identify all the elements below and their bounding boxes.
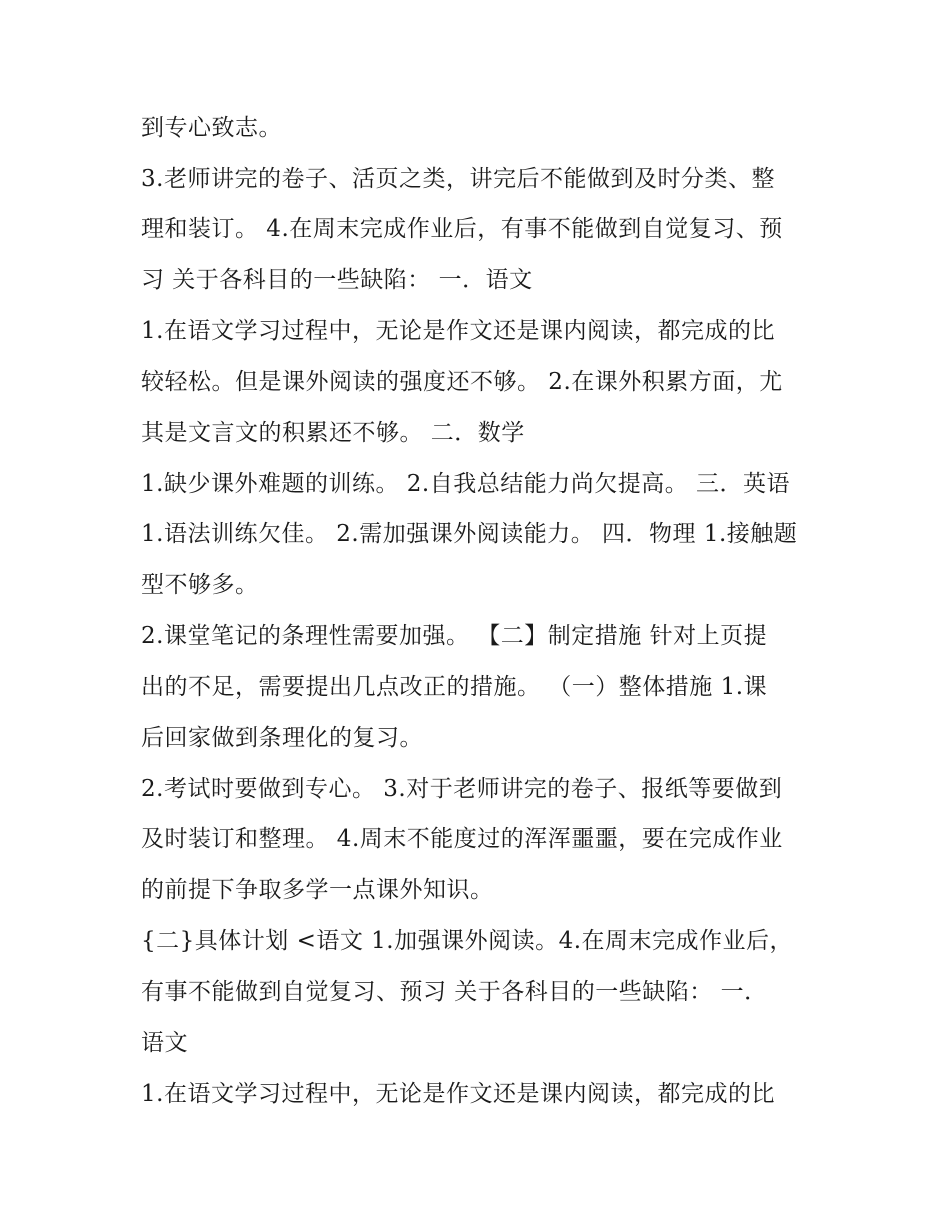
- text-line: 1.在语文学习过程中，无论是作文还是课内阅读，都完成的比: [141, 318, 775, 344]
- text-line: 2.课堂笔记的条理性需要加强。 【二】制定措施 针对上页提: [141, 623, 768, 649]
- text-line: 及时装订和整理。 4.周末不能度过的浑浑噩噩，要在完成作业: [141, 826, 783, 852]
- text-line: 到专心致志。: [141, 115, 282, 141]
- text-line: 较轻松。但是课外阅读的强度还不够。 2.在课外积累方面，尤: [141, 369, 783, 395]
- text-line: 出的不足，需要提出几点改正的措施。 （一）整体措施 1.课: [141, 674, 768, 700]
- text-line: 习 关于各科目的一些缺陷： 一．语文: [141, 267, 533, 293]
- text-line: 后回家做到条理化的复习。: [141, 725, 423, 751]
- text-line: 1.在语文学习过程中，无论是作文还是课内阅读，都完成的比: [141, 1081, 775, 1107]
- text-line: 1.语法训练欠佳。 2.需加强课外阅读能力。 四．物理 1.接触题: [141, 521, 798, 547]
- text-line: 1.缺少课外难题的训练。 2.自我总结能力尚欠提高。 三．英语: [141, 471, 791, 497]
- text-line: 其是文言文的积累还不够。 二．数学: [141, 420, 525, 446]
- text-line: 3.老师讲完的卷子、活页之类，讲完后不能做到及时分类、整: [141, 166, 775, 192]
- text-line: 语文: [141, 1030, 188, 1056]
- text-line: 2.考试时要做到专心。 3.对于老师讲完的卷子、报纸等要做到: [141, 776, 783, 802]
- text-line: 型不够多。: [141, 572, 259, 598]
- text-line: 有事不能做到自觉复习、预习 关于各科目的一些缺陷： 一．: [141, 979, 768, 1005]
- text-line: 理和装订。 4.在周末完成作业后，有事不能做到自觉复习、预: [141, 216, 783, 242]
- text-line: {二}具体计划 <语文 1.加强课外阅读。4.在周末完成作业后，: [141, 928, 794, 954]
- text-line: 的前提下争取多学一点课外知识。: [141, 877, 494, 903]
